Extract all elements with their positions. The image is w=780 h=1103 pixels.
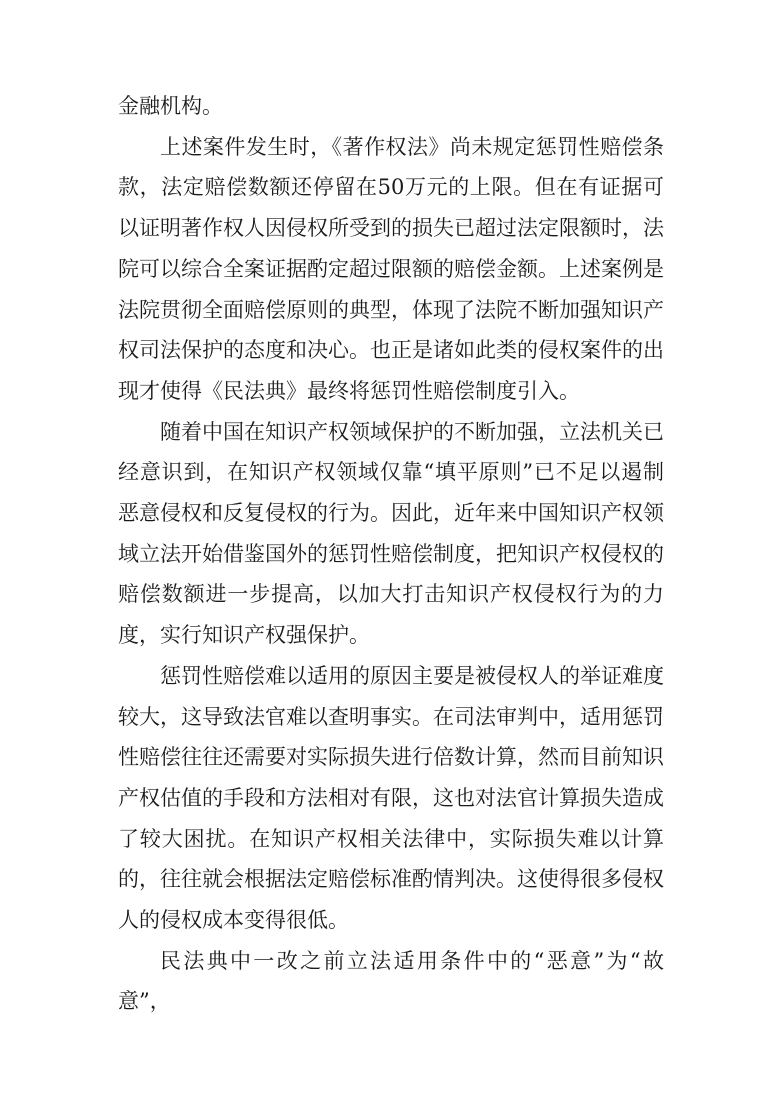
document-body [118,86,664,1022]
paragraph-1: 金融机构。 [118,94,223,118]
paragraph-2: 上述案件发生时，《著作权法》尚未规定惩罚性赔偿条款，法定赔偿数额还停留在50万元的上限。但在有证据可以证明著作权人因侵权所受到的损失已超过法定限额时，法院可以综合全案证据酌定超过限额的赔偿金额。上述案例是法院贯彻全面赔偿原则的典型，体现了法院不断加强知识产权司法保护的态度和决心。也正是诸如此类的侵权案件的出现才使得《民法典》最终将惩罚性赔偿制度引入。 [118,134,664,403]
paragraph-3: 随着中国在知识产权领域保护的不断加强，立法机关已经意识到，在知识产权领域仅靠“填平原则”已不足以遏制恶意侵权和反复侵权的行为。因此，近年来中国知识产权领域立法开始借鉴国外的惩罚性赔偿制度，把知识产权侵权的赔偿数额进一步提高，以加大打击知识产权侵权行为的力度，实行知识产权强保护。 [118,419,664,648]
paragraph-4: 惩罚性赔偿难以适用的原因主要是被侵权人的举证难度较大，这导致法官难以查明事实。在司法审判中，适用惩罚性赔偿往往还需要对实际损失进行倍数计算，然而目前知识产权估值的手段和方法相对有限，这也对法官计算损失造成了较大困扰。在知识产权相关法律中，实际损失难以计算的，往往就会根据法定赔偿标准酌情判决。这使得很多侵权人的侵权成本变得很低。 [118,663,664,933]
paragraph-5: 民法典中一改之前立法适用条件中的“恶意”为“故意”， [118,948,664,1014]
